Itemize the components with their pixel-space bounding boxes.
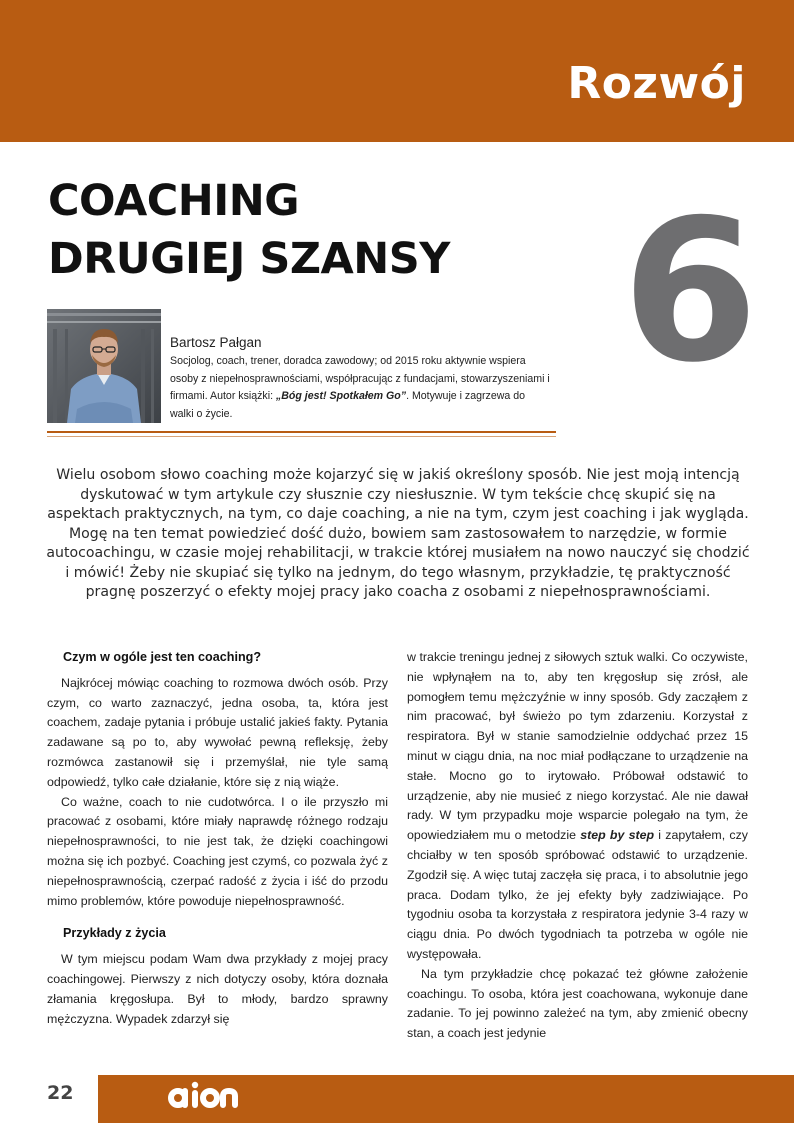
divider-line xyxy=(47,431,556,433)
author-bio-part-2: . Motywuje i zagrzewa do walki o życie. xyxy=(170,390,525,420)
divider-line-thin xyxy=(47,436,556,437)
lead-paragraph: Wielu osobom słowo coaching może kojarzyć się w jakiś określony sposób. Nie jest moją intencją dyskutować w tym artykule czy słusznie czy niesłusznie. W tym tekście chcę skupić się na aspektach praktycznych, na tym, co daje coaching, a nie na tym, czym jest coaching i jak wygląda. Mogę na ten temat powiedzieć dość dużo, bowiem sam zastosowałem to narzędzie, w formie autocoachingu, w czasie mojej rehabilitacji, w trakcie której musiałem na nowo nauczyć się chodzić i mówić! Żeby nie skupiać się tylko na jednym, do tego własnym, przykładzie, tę praktyczność pragnę poszerzyć o efekty mojej pracy jako coacha z osobami z niepełnosprawnościami. xyxy=(46,467,750,600)
body-paragraph xyxy=(407,648,748,965)
author-photo xyxy=(47,309,161,423)
article-title xyxy=(48,172,450,288)
body-text: i zapytałem, czy chciałby w ten sposób spróbować odstawić to urządzenie. Zgodził się. A więc tutaj zaczęła się praca, i to absolutnie jego praca. Dodam tylko, że jej efekty były zadziwiające. Po tygodniu osoba ta korzystała z respiratora jedynie 3-4 razy w ciągu dnia. Po dwóch tygodniach ta potrzeba w ogóle nie występowała. xyxy=(407,828,748,961)
author-bio-part-1: Socjolog, coach, trener, doradca zawodowy; od 2015 roku aktywnie wspiera osoby z niepełnosprawnościami, współpracując z fundacjami, stowarzyszeniami i firmami. Autor książki: xyxy=(170,355,550,402)
page-number: 22 xyxy=(47,1082,74,1104)
body-paragraph: W tym miejscu podam Wam dwa przykłady z mojej pracy coachingowej. Pierwszy z nich dotyczy osoby, która doznała złamania kręgosłupa. Był to młody, bardzo sprawny mężczyzna. Wypadek zdarzył się xyxy=(47,952,388,1026)
body-paragraph: Najkrócej mówiąc coaching to rozmowa dwóch osób. Przy czym, co warto zaznaczyć, jedna osoba, ta, która jest coachem, zadaje pytania i próbuje ustalić jakieś fakty. Pytania zadawane są po to, aby wywołać pewną refleksję, żeby rozmówca zastanowił się i przemyślał, nie tyle samą odpowiedź, tylko całe działanie, które się z nią wiąże. xyxy=(47,675,388,789)
title-line-2: DRUGIEJ SZANSY xyxy=(48,234,450,284)
book-title: „Bóg jest! Spotkałem Go” xyxy=(275,390,407,402)
author-bio xyxy=(170,353,550,423)
section-label: Rozwój xyxy=(567,58,746,109)
aion-logo xyxy=(168,1080,242,1114)
section-heading: Czym w ogóle jest ten coaching? xyxy=(63,650,262,664)
emphasis: step by step xyxy=(580,828,655,843)
body-paragraph: Co ważne, coach to nie cudotwórca. I o ile przyszło mi pracować z osobami, które miały naprawdę różnego rodzaju niepełnosprawności, to nie jest tak, że dzięki coachingowi można się ich pozbyć. Coaching jest czymś, co pozwala żyć z niepełnosprawnością, czerpać radość z życia i iść do przodu mimo problemów, które powoduje niepełnosprawność. xyxy=(47,794,388,908)
body-paragraph: Na tym przykładzie chcę pokazać też główne założenie coachingu. To osoba, która jest coachowana, wykonuje dane zadanie. To jej powinno zależeć na tym, aby zmienić obecny stan, a coach jest jedynie xyxy=(407,966,748,1041)
author-block xyxy=(170,335,550,423)
column-left xyxy=(47,648,388,1029)
column-right xyxy=(407,648,748,1044)
author-name: Bartosz Pałgan xyxy=(170,335,262,350)
title-line-1: COACHING xyxy=(48,176,300,226)
section-heading: Przykłady z życia xyxy=(63,926,166,941)
body-text: w trakcie treningu jednej z siłowych sztuk walki. Co oczywiste, nie wpłynąłem na to, aby ten kręgosłup się zrósł, ale pomogłem temu mężczyźnie w inny sposób. Gdy zacząłem z nim pracować, był świeżo po tym zdarzeniu. Korzystał z respiratora. Był w stanie samodzielnie oddychać przez 15 minut w ciągu dnia, na noc miał podłączane to urządzenie na stałe. Mocno go to irytowało. Próbował odstawić to urządzenie, aby nie musieć z niego korzystać. Ale nie dawał rady. W tym przypadku moje wsparcie polegało na tym, że opowiedziałem mu o metodzie xyxy=(407,650,748,843)
issue-number: 6 xyxy=(622,178,759,406)
